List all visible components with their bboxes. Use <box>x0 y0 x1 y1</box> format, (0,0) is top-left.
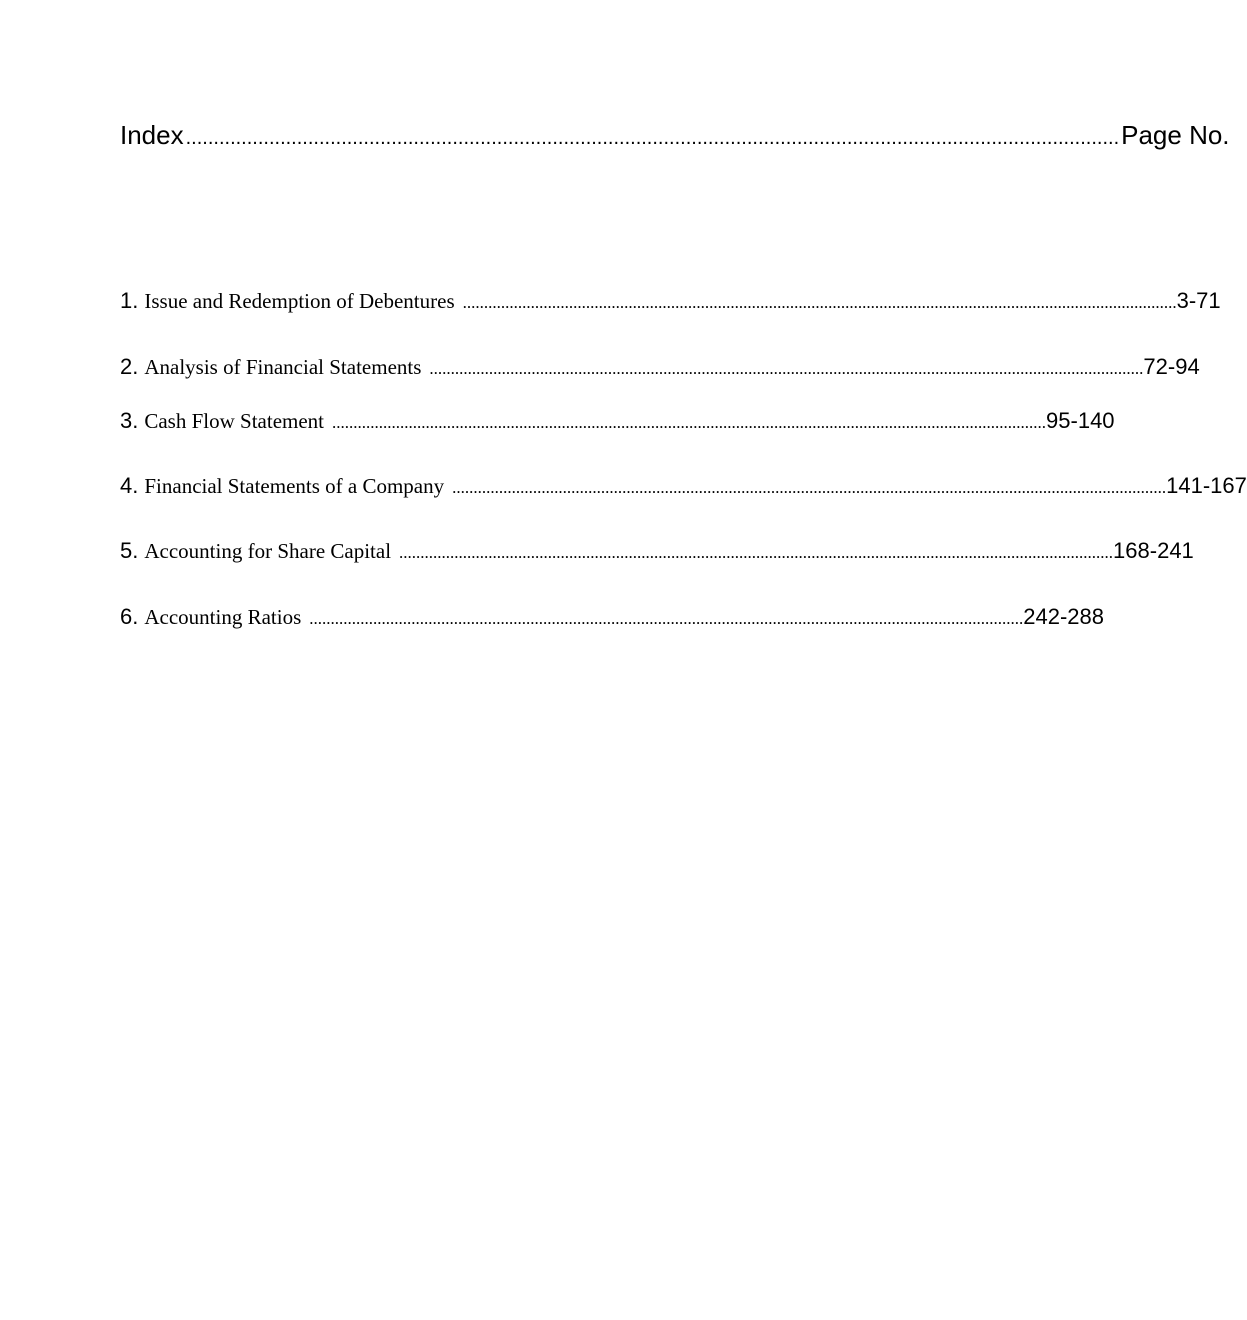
toc-item-title: Financial Statements of a Company <box>144 474 445 498</box>
toc-item <box>120 538 1194 570</box>
toc-item-pages: 3-71 <box>1176 288 1221 313</box>
toc-item-pages: 141-167 <box>1166 473 1247 498</box>
dot-leader: ........................................................................................................................................................................ <box>399 543 1114 562</box>
toc-item <box>120 354 1200 386</box>
toc-item-number: 3. <box>120 408 139 433</box>
dot-leader: ........................................................................................................................................................................ <box>185 127 1120 149</box>
toc-item-number: 5. <box>120 538 139 563</box>
dot-leader: ........................................................................................................................................................................ <box>429 359 1144 378</box>
toc-item <box>120 408 1115 440</box>
toc-item-number: 1. <box>120 288 139 313</box>
dot-leader: ........................................................................................................................................................................ <box>462 293 1177 312</box>
toc-item-pages: 95-140 <box>1046 408 1115 433</box>
toc-item <box>120 288 1221 320</box>
toc-item-title: Accounting for Share Capital <box>144 539 392 563</box>
toc-item-pages: 72-94 <box>1143 354 1200 379</box>
dot-leader: ........................................................................................................................................................................ <box>309 609 1024 628</box>
dot-leader: ........................................................................................................................................................................ <box>452 478 1167 497</box>
index-title: Index <box>120 120 184 150</box>
toc-item-number: 2. <box>120 354 139 379</box>
toc-item-title: Accounting Ratios <box>144 605 302 629</box>
toc-item-title: Issue and Redemption of Debentures <box>144 289 455 313</box>
toc-item-title: Cash Flow Statement <box>144 409 325 433</box>
index-header <box>120 120 1230 160</box>
dot-leader: ........................................................................................................................................................................ <box>332 413 1047 432</box>
toc-item-title: Analysis of Financial Statements <box>144 355 422 379</box>
toc-item-number: 6. <box>120 604 139 629</box>
toc-item-pages: 242-288 <box>1023 604 1105 629</box>
toc-item <box>120 604 1105 636</box>
page-no-label: Page No. <box>1121 120 1230 150</box>
toc-item-pages: 168-241 <box>1113 538 1194 563</box>
toc-item-number: 4. <box>120 473 139 498</box>
toc-item <box>120 473 1247 505</box>
